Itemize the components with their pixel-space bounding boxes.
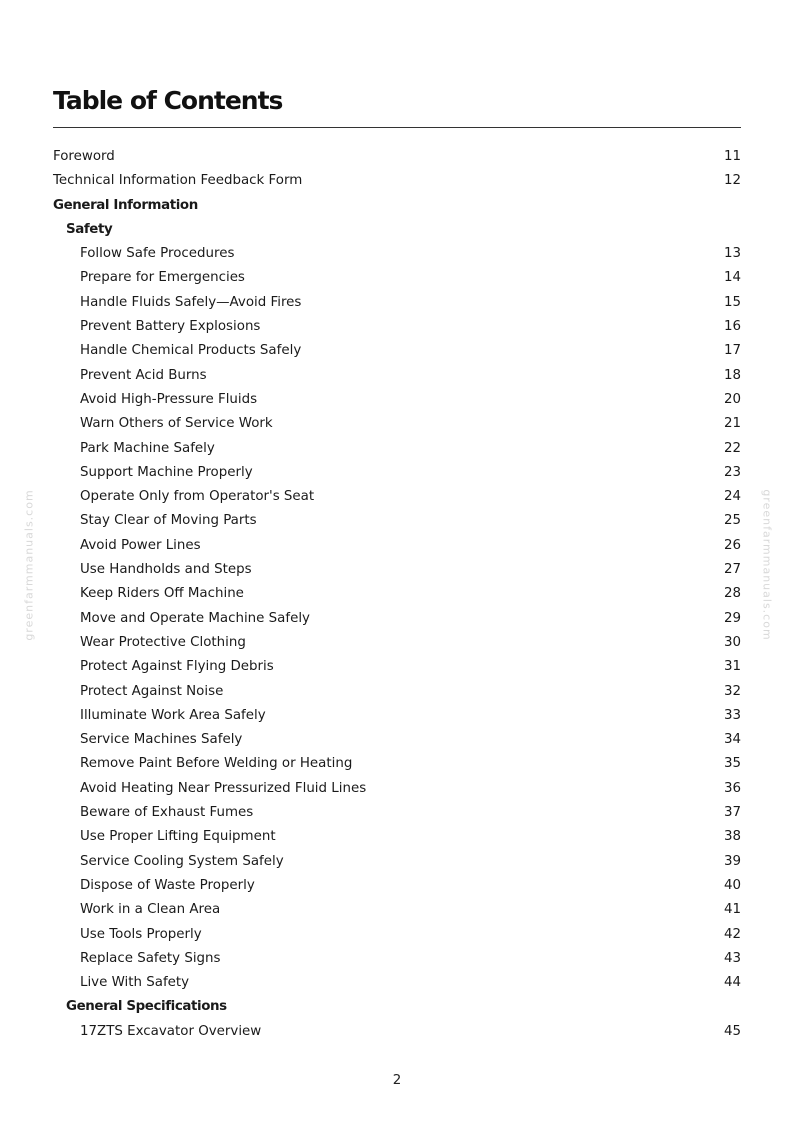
toc-entry-page-number: 17 bbox=[723, 343, 741, 359]
toc-entry-label: Stay Clear of Moving Parts bbox=[80, 513, 257, 529]
toc-entry-label: Support Machine Properly bbox=[80, 464, 253, 480]
toc-entry-page-number: 22 bbox=[723, 440, 741, 456]
toc-entry-page-number: 34 bbox=[723, 732, 741, 748]
toc-entry[interactable] bbox=[53, 582, 741, 606]
toc-entry-label: Service Machines Safely bbox=[80, 732, 243, 748]
toc-entry-page-number: 15 bbox=[723, 294, 741, 310]
toc-entry-label: Avoid Power Lines bbox=[80, 537, 201, 553]
toc-entry-page-number: 41 bbox=[723, 902, 741, 918]
toc-entry-page-number: 11 bbox=[723, 149, 741, 164]
toc-entry-page-number: 42 bbox=[723, 926, 741, 942]
toc-entry-label: Park Machine Safely bbox=[80, 440, 215, 456]
toc-entry-label: Live With Safety bbox=[80, 975, 190, 991]
toc-entry[interactable] bbox=[53, 509, 741, 533]
toc-entry[interactable] bbox=[53, 607, 741, 631]
toc-entry-page-number: 28 bbox=[723, 586, 741, 602]
toc-entry-label: General Information bbox=[53, 197, 198, 213]
toc-entry-page-number: 26 bbox=[723, 537, 741, 553]
toc-entry[interactable] bbox=[53, 315, 741, 339]
toc-entry[interactable] bbox=[53, 631, 741, 655]
toc-entry-page-number: 35 bbox=[723, 756, 741, 772]
toc-entry-label: Replace Safety Signs bbox=[80, 950, 221, 966]
toc-entry-label: Safety bbox=[66, 221, 113, 237]
toc-section-heading bbox=[53, 995, 741, 1019]
toc-entry-page-number: 33 bbox=[723, 707, 741, 723]
toc-entry[interactable] bbox=[53, 437, 741, 461]
toc-entry-label: Keep Riders Off Machine bbox=[80, 586, 244, 602]
toc-entry[interactable] bbox=[53, 291, 741, 315]
toc-entry[interactable] bbox=[53, 485, 741, 509]
toc-entry-label: Remove Paint Before Welding or Heating bbox=[80, 756, 353, 772]
toc-entry-page-number: 44 bbox=[723, 975, 741, 991]
toc-entry-page-number: 30 bbox=[723, 634, 741, 650]
toc-entry-page-number: 12 bbox=[723, 173, 741, 189]
toc-entry-label: Work in a Clean Area bbox=[80, 902, 221, 918]
toc-entry[interactable] bbox=[53, 364, 741, 388]
toc-entry-label: Handle Fluids Safely—Avoid Fires bbox=[80, 294, 302, 310]
toc-entry[interactable] bbox=[53, 850, 741, 874]
toc-entry-label: Warn Others of Service Work bbox=[80, 416, 273, 432]
toc-entry[interactable] bbox=[53, 169, 741, 193]
toc-entry-page-number: 38 bbox=[723, 829, 741, 845]
toc-entry[interactable] bbox=[53, 534, 741, 558]
toc-entry-label: Dispose of Waste Properly bbox=[80, 877, 255, 893]
toc-entry-label: Use Handholds and Steps bbox=[80, 562, 252, 578]
toc-entry-label: Operate Only from Operator's Seat bbox=[80, 489, 315, 505]
toc-entry[interactable] bbox=[53, 412, 741, 436]
toc-entry-label: Service Cooling System Safely bbox=[80, 853, 284, 869]
toc-entry[interactable] bbox=[53, 728, 741, 752]
toc-entry[interactable] bbox=[53, 266, 741, 290]
toc-entry[interactable] bbox=[53, 825, 741, 849]
toc-entry[interactable] bbox=[53, 898, 741, 922]
toc-entry-page-number: 18 bbox=[723, 367, 741, 383]
toc-entry-page-number: 37 bbox=[723, 805, 741, 821]
toc-entry-page-number: 40 bbox=[723, 877, 741, 893]
toc-entry-page-number: 25 bbox=[723, 513, 741, 529]
toc-entry-page-number: 20 bbox=[723, 391, 741, 407]
toc-entry-page-number: 16 bbox=[723, 319, 741, 335]
toc-entry[interactable] bbox=[53, 339, 741, 363]
toc-entry-page-number: 14 bbox=[723, 270, 741, 286]
toc-entry-label: Prevent Acid Burns bbox=[80, 367, 207, 383]
toc-entry-label: Foreword bbox=[53, 149, 115, 164]
toc-entry-page-number: 23 bbox=[723, 464, 741, 480]
toc-entry-page-number: 24 bbox=[723, 489, 741, 505]
toc-entry[interactable] bbox=[53, 388, 741, 412]
toc-entry[interactable] bbox=[53, 971, 741, 995]
toc-entry-label: Avoid High-Pressure Fluids bbox=[80, 391, 258, 407]
toc-entry-label: Move and Operate Machine Safely bbox=[80, 610, 310, 626]
toc-entry-page-number: 13 bbox=[723, 246, 741, 262]
toc-entry-label: Protect Against Noise bbox=[80, 683, 224, 699]
page-number: 2 bbox=[392, 1073, 402, 1088]
toc-entry[interactable] bbox=[53, 704, 741, 728]
toc-entry-page-number: 29 bbox=[723, 610, 741, 626]
toc-entry-label: Prevent Battery Explosions bbox=[80, 319, 261, 335]
toc-entry[interactable] bbox=[53, 655, 741, 679]
toc-entry[interactable] bbox=[53, 777, 741, 801]
toc-entry[interactable] bbox=[53, 874, 741, 898]
toc-entry-label: Use Tools Properly bbox=[80, 926, 202, 942]
toc-entry[interactable] bbox=[53, 947, 741, 971]
toc-entry-label: Protect Against Flying Debris bbox=[80, 659, 274, 675]
watermark-right: greenfarmmanuals.com bbox=[760, 489, 774, 641]
toc-entry[interactable] bbox=[53, 1020, 741, 1044]
toc-entry-label: Avoid Heating Near Pressurized Fluid Lines bbox=[80, 780, 367, 796]
toc-section-heading bbox=[53, 194, 741, 218]
toc-entry-page-number: 21 bbox=[723, 416, 741, 432]
toc-entry[interactable] bbox=[53, 461, 741, 485]
toc-entry[interactable] bbox=[53, 801, 741, 825]
toc-entry[interactable] bbox=[53, 558, 741, 582]
toc-entry-page-number: 43 bbox=[723, 950, 741, 966]
watermark-left: greenfarmmanuals.com bbox=[22, 489, 36, 641]
toc-entry[interactable] bbox=[53, 923, 741, 947]
toc-entry-label: Technical Information Feedback Form bbox=[53, 173, 303, 189]
toc-entry-page-number: 31 bbox=[723, 659, 741, 675]
title-divider bbox=[53, 127, 741, 128]
toc-entry-page-number: 36 bbox=[723, 780, 741, 796]
toc-entry-label: Handle Chemical Products Safely bbox=[80, 343, 302, 359]
toc-list bbox=[53, 145, 741, 1044]
toc-entry-label: Illuminate Work Area Safely bbox=[80, 707, 266, 723]
toc-entry-label: Beware of Exhaust Fumes bbox=[80, 805, 254, 821]
toc-entry-label: 17ZTS Excavator Overview bbox=[80, 1023, 262, 1039]
toc-entry-page-number: 45 bbox=[723, 1023, 741, 1039]
toc-entry-label: Use Proper Lifting Equipment bbox=[80, 829, 276, 845]
toc-entry-label: General Specifications bbox=[66, 999, 227, 1015]
toc-entry-label: Follow Safe Procedures bbox=[80, 246, 235, 262]
toc-entry-page-number: 32 bbox=[723, 683, 741, 699]
toc-entry[interactable] bbox=[53, 145, 741, 169]
page-title: Table of Contents bbox=[53, 86, 283, 115]
toc-entry-page-number: 27 bbox=[723, 562, 741, 578]
toc-section-heading bbox=[53, 218, 741, 242]
toc-entry-label: Wear Protective Clothing bbox=[80, 634, 246, 650]
toc-entry[interactable] bbox=[53, 752, 741, 776]
toc-entry[interactable] bbox=[53, 242, 741, 266]
toc-entry[interactable] bbox=[53, 680, 741, 704]
toc-entry-label: Prepare for Emergencies bbox=[80, 270, 245, 286]
toc-entry-page-number: 39 bbox=[723, 853, 741, 869]
